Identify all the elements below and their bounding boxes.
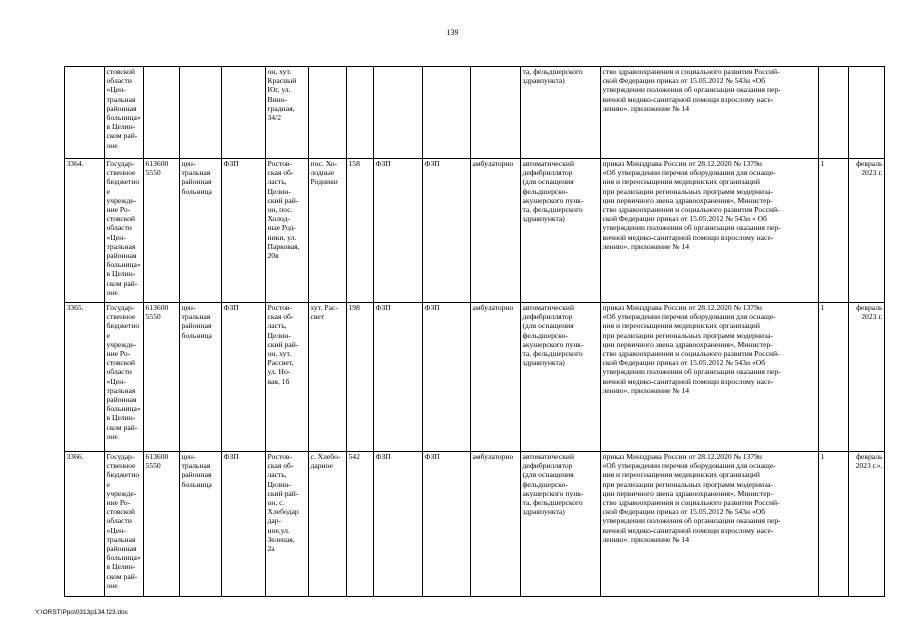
equipment-table (64, 66, 885, 597)
cell-org-code: 613600 5550 (144, 452, 180, 597)
cell-care-form: амбулаторно (471, 452, 521, 597)
cell-org-code (144, 67, 180, 159)
cell-care-form (471, 67, 521, 159)
cell-unit-type (222, 67, 266, 159)
cell-unit-type: ФЗП (222, 303, 266, 452)
cell-settlement: хут. Рас- свет (309, 303, 347, 452)
page-number: 139 (446, 28, 459, 37)
cell-unit-before: ФЗП (374, 452, 423, 597)
cell-equipment: та, фельдшерского здравпункта) (521, 67, 601, 159)
cell-quantity: 1 (819, 159, 849, 303)
cell-address: Ростов- ская об- ласть, Целин- ский рай- он, пос. Холод- ные Род- ники, ул. Парковая, 20в (266, 159, 309, 303)
cell-deadline (849, 67, 885, 159)
cell-organization: Государ- ственное бюджетное учрежде- ние Ро- стовской области «Цен- тральная районная больница» в Целин- ском рай- оне (105, 303, 144, 452)
cell-unit-before: ФЗП (374, 159, 423, 303)
cell-equipment: автоматический дефибриллятор (для оснащения фельдшерско- акушерского пунк- та, фельдшерского здравпункта) (521, 452, 601, 597)
cell-equipment: автоматический дефибриллятор (для оснащения фельдшерско- акушерского пунк- та, фельдшерского здравпункта) (521, 303, 601, 452)
cell-unit-after: ФЗП (423, 303, 471, 452)
cell-population (347, 67, 374, 159)
cell-unit-type: ФЗП (222, 452, 266, 597)
cell-quantity: 1 (819, 303, 849, 452)
cell-facility-type (180, 67, 222, 159)
cell-facility-type: цен- тральная районная больница (180, 159, 222, 303)
cell-population: 198 (347, 303, 374, 452)
table-row (65, 159, 885, 303)
cell-care-form: амбулаторно (471, 303, 521, 452)
cell-legal-basis: ство здравоохранения и социального развития Россий- ской Федерации приказ от 15.05.2012 № 543н «Об утверждении положения об организации оказания пер- вичной медико-санитарной помощи взрослому насе- лению». приложение № 14 (601, 67, 819, 159)
cell-legal-basis: приказ Минздрава России от 28.12.2020 № 1379н «Об утверждении перечня оборудования для оснаще- ния и переоснащения медицинских организаций при реализации региональных программ модерниза- ции первичного звена здравоохранения», Министер- ство здравоохранения и социального развития Россий- ской Федерации приказ от 15.05.2012 № 543н «Об утверждении положения об организации оказания пер- вичной медико-санитарной помощи взрослому насе- лению». приложение № 14 (601, 303, 819, 452)
cell-unit-after: ФЗП (423, 159, 471, 303)
table-body (65, 67, 885, 597)
cell-population: 542 (347, 452, 374, 597)
table-row (65, 303, 885, 452)
cell-unit-before: ФЗП (374, 303, 423, 452)
cell-population: 158 (347, 159, 374, 303)
cell-unit-type: ФЗП (222, 159, 266, 303)
cell-address: он, хут. Красный Юг, ул. Вино- градная, 34/2 (266, 67, 309, 159)
cell-row-number: 3366. (65, 452, 105, 597)
cell-care-form: амбулаторно (471, 159, 521, 303)
cell-organization: Государ- ственное бюджетное учрежде- ние Ро- стовской области «Цен- тральная районная больница» в Целин- ском рай- оне (105, 159, 144, 303)
cell-deadline: февраль 2023 г. (849, 303, 885, 452)
cell-org-code: 613600 5550 (144, 303, 180, 452)
cell-organization: стовской области «Цен- тральная районная больница» в Целин- ском рай- оне (105, 67, 144, 159)
cell-address: Ростов- ская об- ласть, Целин- ский рай- он, с. Хлебодар дар- ное,ул. Зеленая, 2а (266, 452, 309, 597)
cell-legal-basis: приказ Минздрава России от 28.12.2020 № 1379н «Об утверждении перечня оборудования для оснаще- ния и переоснащения медицинских организаций при реализации региональных программ модерниза- ции первичного звена здравоохранения», Министер- ство здравоохранения и социального развития Россий- ской Федерации приказ от 15.05.2012 № 543н «Об утверждении положения об организации оказания пер- вичной медико-санитарной помощи взрослому насе- лению». приложение № 14 (601, 452, 819, 597)
cell-quantity (819, 67, 849, 159)
table-row (65, 452, 885, 597)
cell-facility-type: цен- тральная районная больница (180, 452, 222, 597)
cell-row-number (65, 67, 105, 159)
cell-settlement: с. Хлебо- дарное (309, 452, 347, 597)
cell-unit-before (374, 67, 423, 159)
cell-organization: Государ- ственное бюджетное учрежде- ние Ро- стовской области «Цен- тральная районная больница» в Целин- ском рай- оне (105, 452, 144, 597)
cell-address: Ростов- ская об- ласть, Целин- ский рай- он, хут. Рассвет, ул. Но- вая, 1б (266, 303, 309, 452)
cell-settlement (309, 67, 347, 159)
cell-quantity: 1 (819, 452, 849, 597)
cell-deadline: февраль 2023 г. (849, 159, 885, 303)
cell-row-number: 3364. (65, 159, 105, 303)
table-row (65, 67, 885, 159)
cell-row-number: 3365. (65, 303, 105, 452)
cell-unit-after: ФЗП (423, 452, 471, 597)
cell-settlement: пос. Хо- лодные Родники (309, 159, 347, 303)
cell-deadline: февраль 2023 г.». (849, 452, 885, 597)
cell-legal-basis: приказ Минздрава России от 28.12.2020 № 1379н «Об утверждении перечня оборудования для оснаще- ния и переоснащения медицинских организаций при реализации региональных программ модерниза- ции первичного звена здравоохранения», Министер- ство здравоохранения и социального развития Россий- ской Федерации приказ от 15.05.2012 № 543н « Об утверждении положения об организации оказания пер- вичной медико-санитарной помощи взрослому насе- лению». приложение № 14 (601, 159, 819, 303)
cell-equipment: автоматический дефибриллятор (для оснащения фельдшерско- акушерского пунк- та, фельдшерского здравпункта) (521, 159, 601, 303)
cell-unit-after (423, 67, 471, 159)
cell-org-code: 613600 5550 (144, 159, 180, 303)
footer-file-path: Y:\ORST\Ppo\0313p134.f23.doc (35, 609, 128, 616)
cell-facility-type: цен- тральная районная больница (180, 303, 222, 452)
